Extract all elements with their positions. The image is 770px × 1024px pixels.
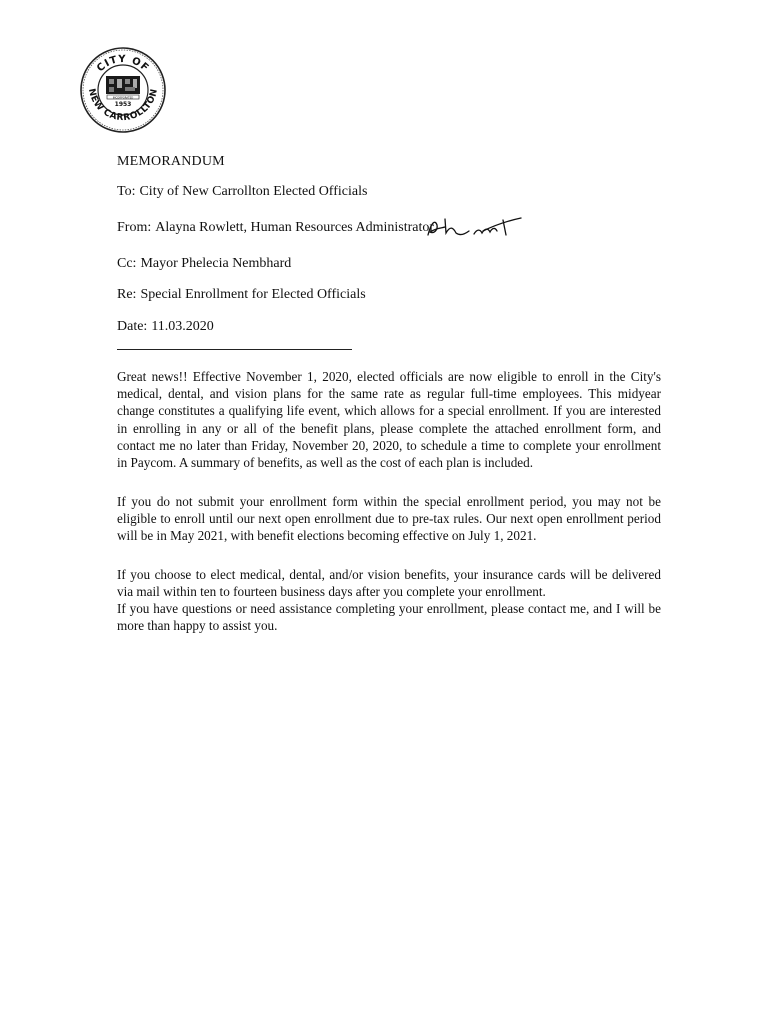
from-value: Alayna Rowlett, Human Resources Administrator (155, 220, 435, 235)
header-divider (117, 349, 352, 350)
cc-label: Cc: (117, 256, 137, 271)
re-line (117, 287, 366, 303)
cc-value: Mayor Phelecia Nembhard (140, 256, 292, 271)
svg-text:1953: 1953 (114, 101, 132, 108)
date-value: 11.03.2020 (151, 319, 214, 334)
svg-text:INCORPORATED: INCORPORATED (112, 96, 134, 100)
svg-text:CITY OF: CITY OF (95, 53, 152, 75)
date-label: Date: (117, 319, 148, 334)
re-label: Re: (117, 287, 137, 302)
city-seal-logo (79, 46, 167, 134)
memo-heading: MEMORANDUM (117, 154, 225, 169)
svg-text:NEW CARROLLTON: NEW CARROLLTON (85, 87, 161, 124)
to-label: To: (117, 184, 136, 199)
from-label: From: (117, 220, 152, 235)
re-value: Special Enrollment for Elected Officials (140, 287, 366, 302)
handwritten-signature (425, 215, 525, 241)
body-paragraph-2: If you do not submit your enrollment form within the special enrollment period, you may not be eligible to enroll until our next open enrollment due to pre-tax rules. Our next open enrollment period will be in May 2021, with benefit elections becoming effective on July 1, 2021. (117, 494, 661, 544)
cc-line (117, 256, 291, 272)
body-paragraph-3: If you choose to elect medical, dental, and/or vision benefits, your insurance cards will be delivered via mail within ten to fourteen business days after you complete your enrollment. (117, 567, 661, 600)
city-seal-graphic (79, 46, 167, 134)
body-paragraph-1: Great news!! Effective November 1, 2020, elected officials are now eligible to enroll in the City's medical, dental, and vision plans for the same rate as regular full-time employees. This midyear change constitutes a qualifying life event, which allows for a special enrollment. If you are interested in enrolling in any or all of the benefit plans, please complete the attached enrollment form, and contact me no later than Friday, November 20, 2020, to schedule a time to complete your enrollment in Paycom. A summary of benefits, as well as the cost of each plan is included. (117, 369, 661, 471)
from-line (117, 220, 434, 236)
signature-graphic (425, 215, 525, 241)
date-line (117, 319, 214, 335)
to-line (117, 184, 367, 200)
body-paragraph-4: If you have questions or need assistance completing your enrollment, please contact me, and I will be more than happy to assist you. (117, 601, 661, 634)
to-value: City of New Carrollton Elected Officials (139, 184, 368, 199)
